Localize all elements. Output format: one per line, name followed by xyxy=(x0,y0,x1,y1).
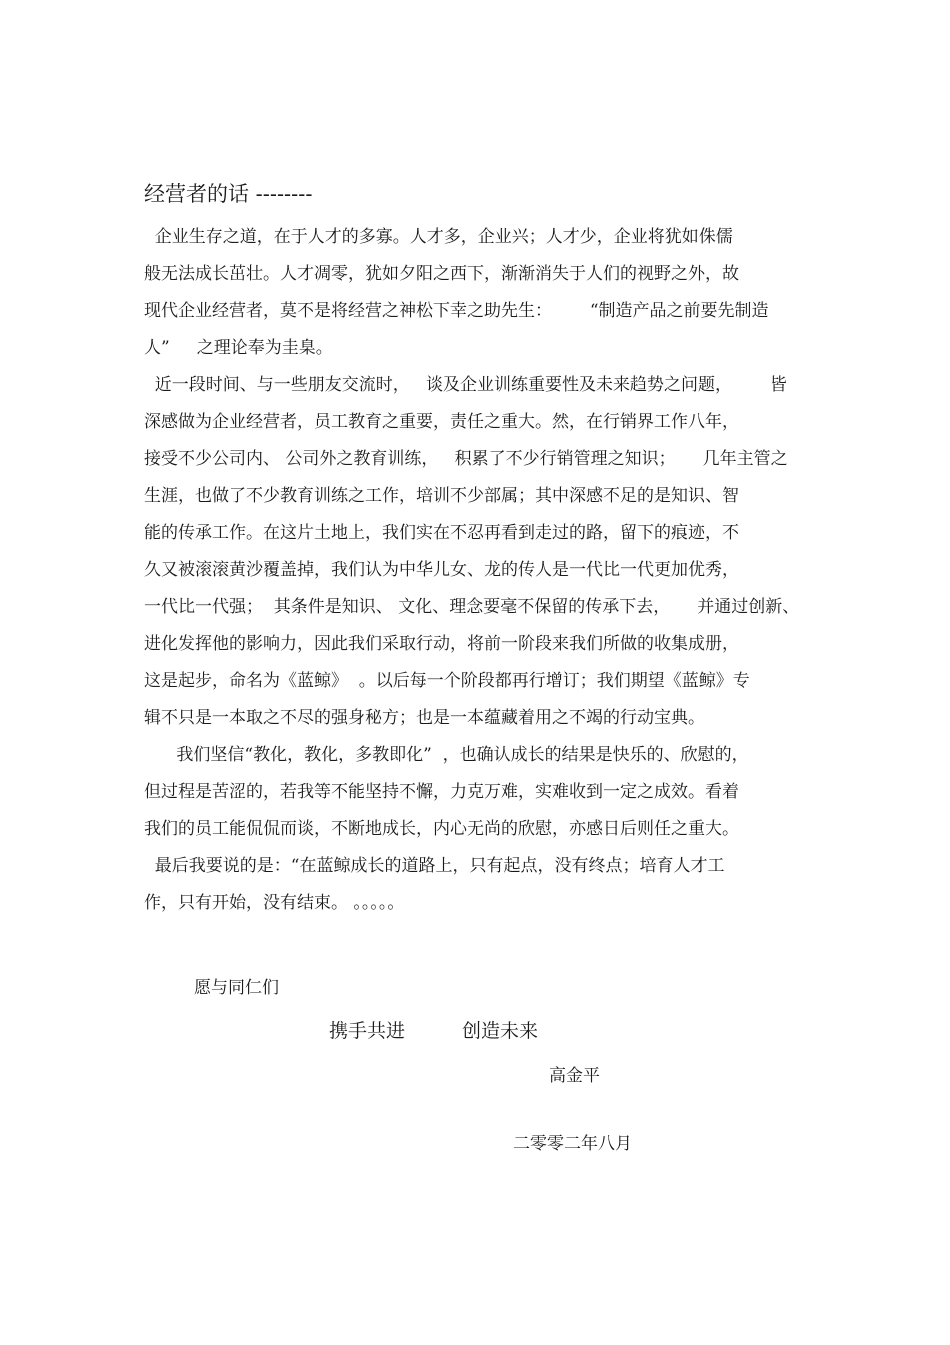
body-line: 接受不少公司内、 公司外之教育训练， 积累了不少行销管理之知识； 几年主管之 xyxy=(144,449,788,469)
body-line: 我们的员工能侃侃而谈，不断地成长，内心无尚的欣慰，亦感日后则任之重大。 xyxy=(144,819,739,839)
body-line: 企业生存之道，在于人才的多寡。人才多，企业兴；人才少，企业将犹如侏儒 xyxy=(144,227,733,247)
body-line: 进化发挥他的影响力，因此我们采取行动，将前一阶段来我们所做的收集成册， xyxy=(144,634,739,654)
body-line: 深感做为企业经营者，员工教育之重要，责任之重大。然，在行销界工作八年， xyxy=(144,412,739,432)
closing-wish: 愿与同仁们 xyxy=(194,978,279,998)
body-line: 一代比一代强； 其条件是知识、 文化、理念要毫不保留的传承下去， 并通过创新、 xyxy=(144,597,800,617)
body-line: 最后我要说的是：“在蓝鲸成长的道路上，只有起点，没有终点；培育人才工 xyxy=(144,856,725,876)
author-name: 高金平 xyxy=(549,1066,600,1086)
body-line: 般无法成长茁壮。人才凋零，犹如夕阳之西下，渐渐消失于人们的视野之外，故 xyxy=(144,264,739,284)
body-line: 能的传承工作。在这片土地上，我们实在不忍再看到走过的路，留下的痕迹，不 xyxy=(144,523,739,543)
body-line: 人” 之理论奉为圭臬。 xyxy=(144,338,333,358)
slogan-right: 创造未来 xyxy=(462,1020,539,1042)
body-line: 我们坚信“教化，教化，多教即化” ，也确认成长的结果是快乐的、欣慰的， xyxy=(144,745,749,765)
body-line: 近一段时间、与一些朋友交流时， 谈及企业训练重要性及未来趋势之问题， 皆 xyxy=(144,375,787,395)
body-line: 久又被滚滚黄沙覆盖掉，我们认为中华儿女、龙的传人是一代比一代更加优秀， xyxy=(144,560,739,580)
body-line: 现代企业经营者，莫不是将经营之神松下幸之助先生： “制造产品之前要先制造 xyxy=(144,301,769,321)
slogan-left: 携手共进 xyxy=(329,1020,406,1042)
body-line: 辑不只是一本取之不尽的强身秘方；也是一本蕴藏着用之不竭的行动宝典。 xyxy=(144,708,705,728)
page-title: 经营者的话 -------- xyxy=(144,182,313,206)
body-line: 作，只有开始，没有结束。 。。。。。 xyxy=(144,893,405,913)
body-line: 但过程是苦涩的，若我等不能坚持不懈，力克万难，实难收到一定之成效。看着 xyxy=(144,782,739,802)
body-line: 生涯，也做了不少教育训练之工作，培训不少部属；其中深感不足的是知识、智 xyxy=(144,486,739,506)
signature-date: 二零零二年八月 xyxy=(513,1134,632,1154)
body-line: 这是起步，命名为《蓝鲸》 。以后每一个阶段都再行增订；我们期望《蓝鲸》专 xyxy=(144,671,750,691)
